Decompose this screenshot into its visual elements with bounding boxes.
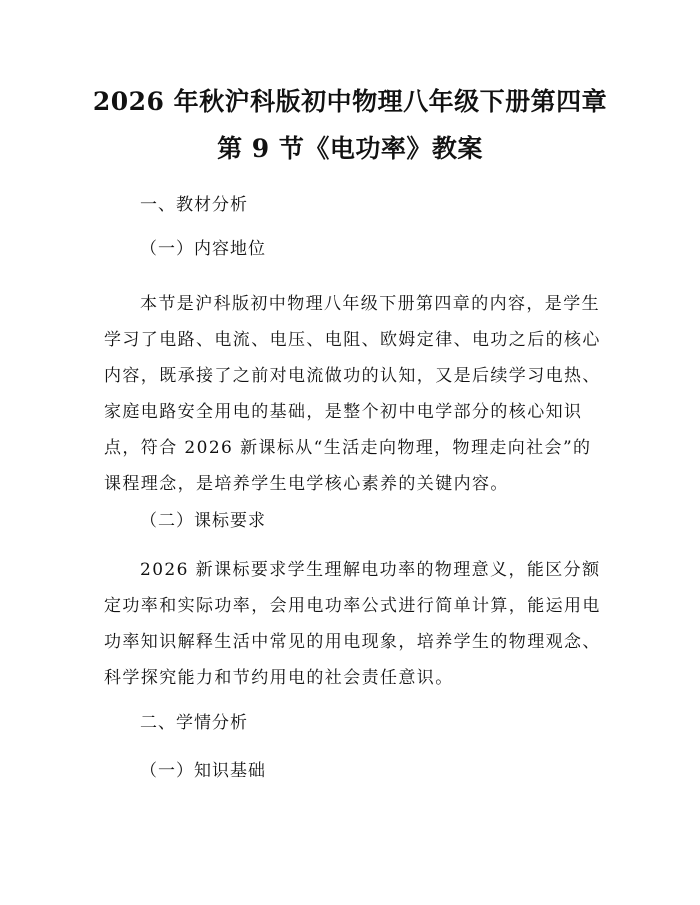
paragraph-line: 功率知识解释生活中常见的用电现象，培养学生的物理观念、 bbox=[104, 632, 601, 652]
paragraph-line: 内容，既承接了之前对电流做功的认知，又是后续学习电热、 bbox=[104, 366, 601, 386]
document-title-line-2: 第 9 节《电功率》教案 bbox=[217, 134, 483, 163]
paragraph-line: 家庭电路安全用电的基础，是整个初中电学部分的核心知识 bbox=[104, 402, 583, 422]
paragraph-line: 2026 新课标要求学生理解电功率的物理意义，能区分额 bbox=[140, 560, 601, 580]
paragraph-line: 科学探究能力和节约用电的社会责任意识。 bbox=[104, 668, 454, 688]
section-1-sub-2-paragraph bbox=[104, 552, 604, 696]
paragraph-line: 点，符合 2026 新课标从“生活走向物理，物理走向社会”的 bbox=[104, 438, 592, 458]
document-title-line-1: 2026 年秋沪科版初中物理八年级下册第四章 bbox=[92, 87, 608, 116]
paragraph-line: 课程理念，是培养学生电学核心素养的关键内容。 bbox=[104, 474, 509, 494]
section-2-heading: 二、学情分析 bbox=[140, 713, 248, 733]
paragraph-line: 定功率和实际功率，会用电功率公式进行简单计算，能运用电 bbox=[104, 596, 601, 616]
section-1-heading: 一、教材分析 bbox=[140, 195, 248, 215]
section-2-sub-1-heading: （一）知识基础 bbox=[140, 761, 266, 781]
section-1-sub-1-heading: （一）内容地位 bbox=[140, 239, 266, 259]
section-1-sub-1-paragraph bbox=[104, 286, 604, 502]
section-1-sub-2-heading: （二）课标要求 bbox=[140, 511, 266, 531]
paragraph-line: 本节是沪科版初中物理八年级下册第四章的内容，是学生 bbox=[140, 294, 600, 314]
paragraph-line: 学习了电路、电流、电压、电阻、欧姆定律、电功之后的核心 bbox=[104, 330, 601, 350]
